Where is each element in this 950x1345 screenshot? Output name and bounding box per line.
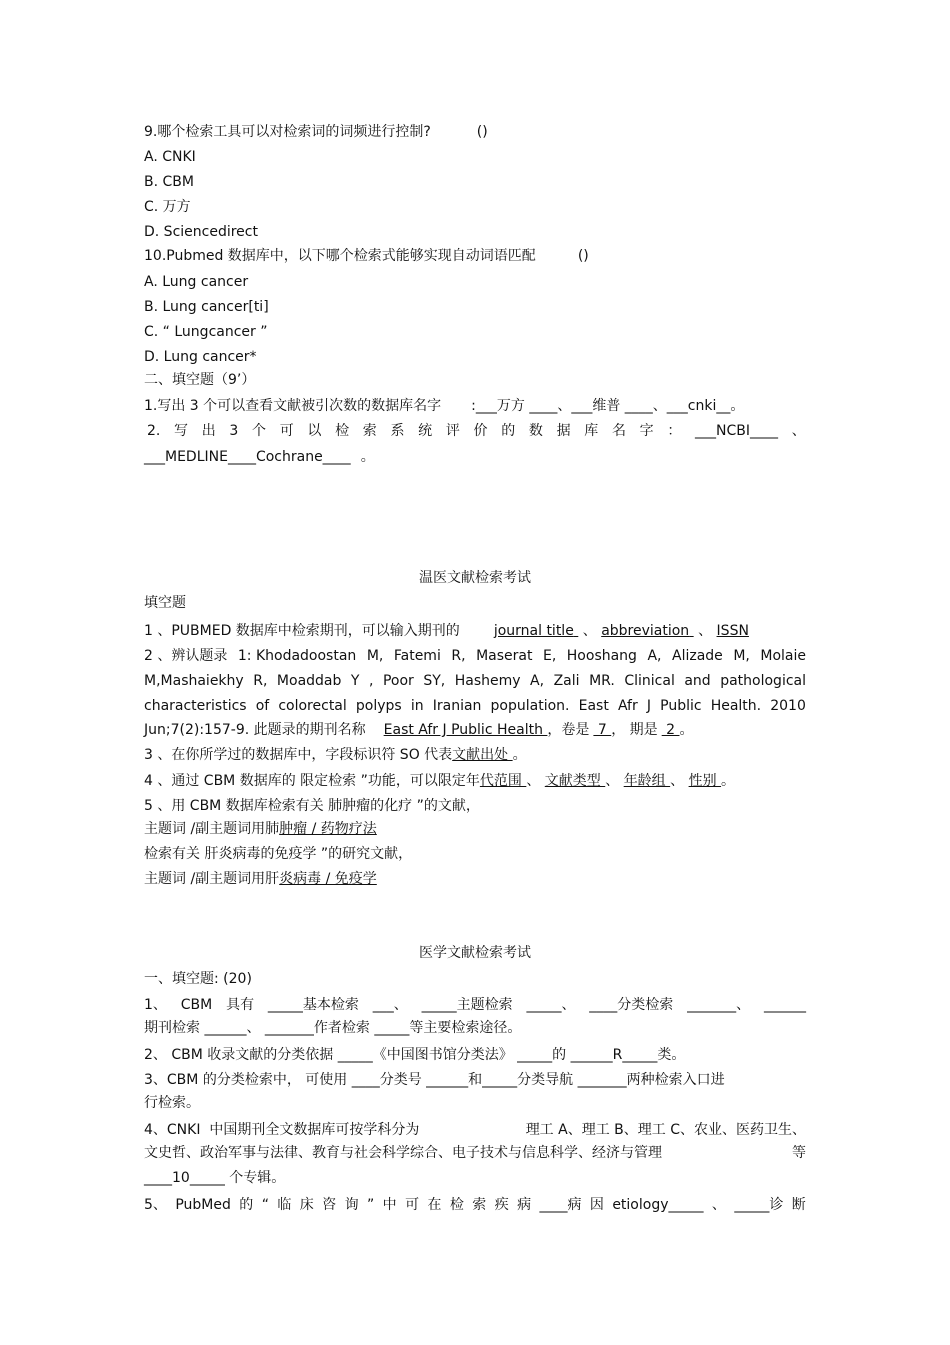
exam2-heading: 一、填空题: (20) [144,971,252,987]
q9-option-d: D. Sciencedirect [144,224,258,240]
exam1-q5-line4: 主题词 /副主题词用肝炎病毒 / 免疫学 [144,871,377,887]
exam1-q4-answer-2: 文献类型 [544,773,606,789]
q10-option-c: C. “ Lungcancer ” [144,324,268,340]
exam1-q2-line3: characteristics of colorectal polyps in Iranian population. East Afr J Public Health. 2010 [144,698,806,714]
fill-heading: 二、填空题（9’） [144,372,256,388]
q9-question: 9.哪个检索工具可以对检索词的词频进行控制? () [144,124,488,140]
exam1-section: 填空题 [144,595,186,611]
q10-question: 10.Pubmed 数据库中，以下哪个检索式能够实现自动词语匹配 () [144,248,589,264]
exam1-q4-answer-4: 性别 [688,773,722,789]
exam1-q1-answer-3: ISSN [716,623,749,639]
exam1-q3-answer: 文献出处 [452,747,513,763]
exam2-q3-line1: 3、CBM 的分类检索中， 可使用 ____分类号 ______和_____分类导航 _______两种检索入口进 [144,1072,725,1088]
exam2-q4-line1: 4、CNKI 中国期刊全文数据库可按学科分为 理工 A、理工 B、理工 C、农业、医药卫生、 [144,1122,806,1138]
q9-option-c: C. 万方 [144,199,191,215]
exam1-q2-journal-answer: East Afr J Public Health [383,722,548,738]
exam2-q4-line2: 文史哲、政治军事与法律、教育与社会科学综合、电子技术与信息科学、经济与管理 等 [144,1145,806,1161]
exam1-q2-issue-answer: 2 [661,722,680,738]
exam2-q3-line2: 行检索。 [144,1095,200,1111]
exam1-q2-volume-answer: 7 [593,722,612,738]
q9-answer-paren: () [476,124,488,140]
exam1-title: 温医文献检索考试 [419,570,531,586]
exam1-q5-answer-2: 炎病毒 / 免疫学 [279,871,377,887]
q10-answer-paren: () [577,248,589,264]
exam1-q4-answer-1: 代范围 [479,773,527,789]
fill-q2-line1: 2. 写 出 3 个 可 以 检 索 系 统 评 价 的 数 据 库 名 字 ： ___NCBI____ 、 [147,423,806,439]
fill-q2-line2: ___MEDLINE____Cochrane____ 。 [144,449,375,465]
exam2-title: 医学文献检索考试 [419,945,531,961]
fill-q1-answer-1: 万方 [496,398,525,414]
fill-q1: 1.写出 3 个可以查看文献被引次数的数据库名字 :___万方 ____、___维普 ____、___cnki__。 [144,398,745,414]
exam1-q3: 3 、在你所学过的数据库中，字段标识符 SO 代表文献出处 。 [144,747,527,763]
exam1-q5-line1: 5 、用 CBM 数据库检索有关 肺肿瘤的化疗 ”的文献， [144,798,480,814]
exam1-q5-answer-1: 肿瘤 / 药物疗法 [279,821,377,837]
exam1-q2-line4: Jun;7(2):157-9. 此题录的期刊名称 East Afr J Public Health ，卷是 7 ， 期是 2 。 [144,722,694,738]
q10-option-a: A. Lung cancer [144,274,249,290]
exam1-q5-line3: 检索有关 肝炎病毒的免疫学 ”的研究文献， [144,846,413,862]
exam1-q5-line2: 主题词 /副主题词用肺肿瘤 / 药物疗法 [144,821,377,837]
q10-option-b: B. Lung cancer[ti] [144,299,269,315]
exam1-q2-line2: M,Mashaiekhy R, Moaddab Y , Poor SY, Hashemy A, Zali MR. Clinical and pathological [144,673,806,689]
exam1-q1-answer-1: journal title [493,623,574,639]
fill-q1-answer-2: 维普 [592,398,621,414]
exam2-q1-line2: 期刊检索 ______、 _______作者检索 _____等主要检索途径。 [144,1020,522,1036]
q9-option-b: B. CBM [144,174,194,190]
q10-option-d: D. Lung cancer* [144,349,257,365]
fill-q2-answer-medline: ___MEDLINE____ [144,449,256,465]
q9-option-a: A. CNKI [144,149,196,165]
exam2-q4-line3: ____10_____ 个专辑。 [144,1170,286,1186]
exam1-q2-line1: 2 、辨认题录 1: Khodadoostan M, Fatemi R, Maserat E, Hooshang A, Alizade M, Molaie [144,648,806,664]
exam1-q4: 4 、通过 CBM 数据库的 限定检索 ”功能，可以限定年代范围 、 文献类型 、 年龄组 、 性别 。 [144,773,736,789]
exam1-q1-answer-2: abbreviation [601,623,690,639]
fill-q2-answer-ncbi: ___NCBI____ [695,423,779,439]
fill-q1-answer-3: cnki [687,398,717,414]
exam2-q2: 2、 CBM 收录文献的分类依据 _____《中国图书馆分类法》 _____的 ______R_____类。 [144,1047,686,1063]
exam2-q1-line1: 1、 CBM 具有 _____基本检索 ___、 _____主题检索 _____、 ____分类检索 _______、 ______ [144,997,806,1013]
exam1-q4-answer-3: 年龄组 [623,773,671,789]
exam2-q5-line: 5、 PubMed 的 “ 临 床 咨 询 ” 中 可 在 检 索 疾 病 ____病 因 etiology_____ 、 _____诊 断 [144,1197,806,1213]
exam1-q1: 1 、PUBMED 数据库中检索期刊，可以输入期刊的 journal title 、 abbreviation 、 ISSN [144,623,749,639]
fill-q2-answer-cochrane: Cochrane____ [255,449,351,465]
